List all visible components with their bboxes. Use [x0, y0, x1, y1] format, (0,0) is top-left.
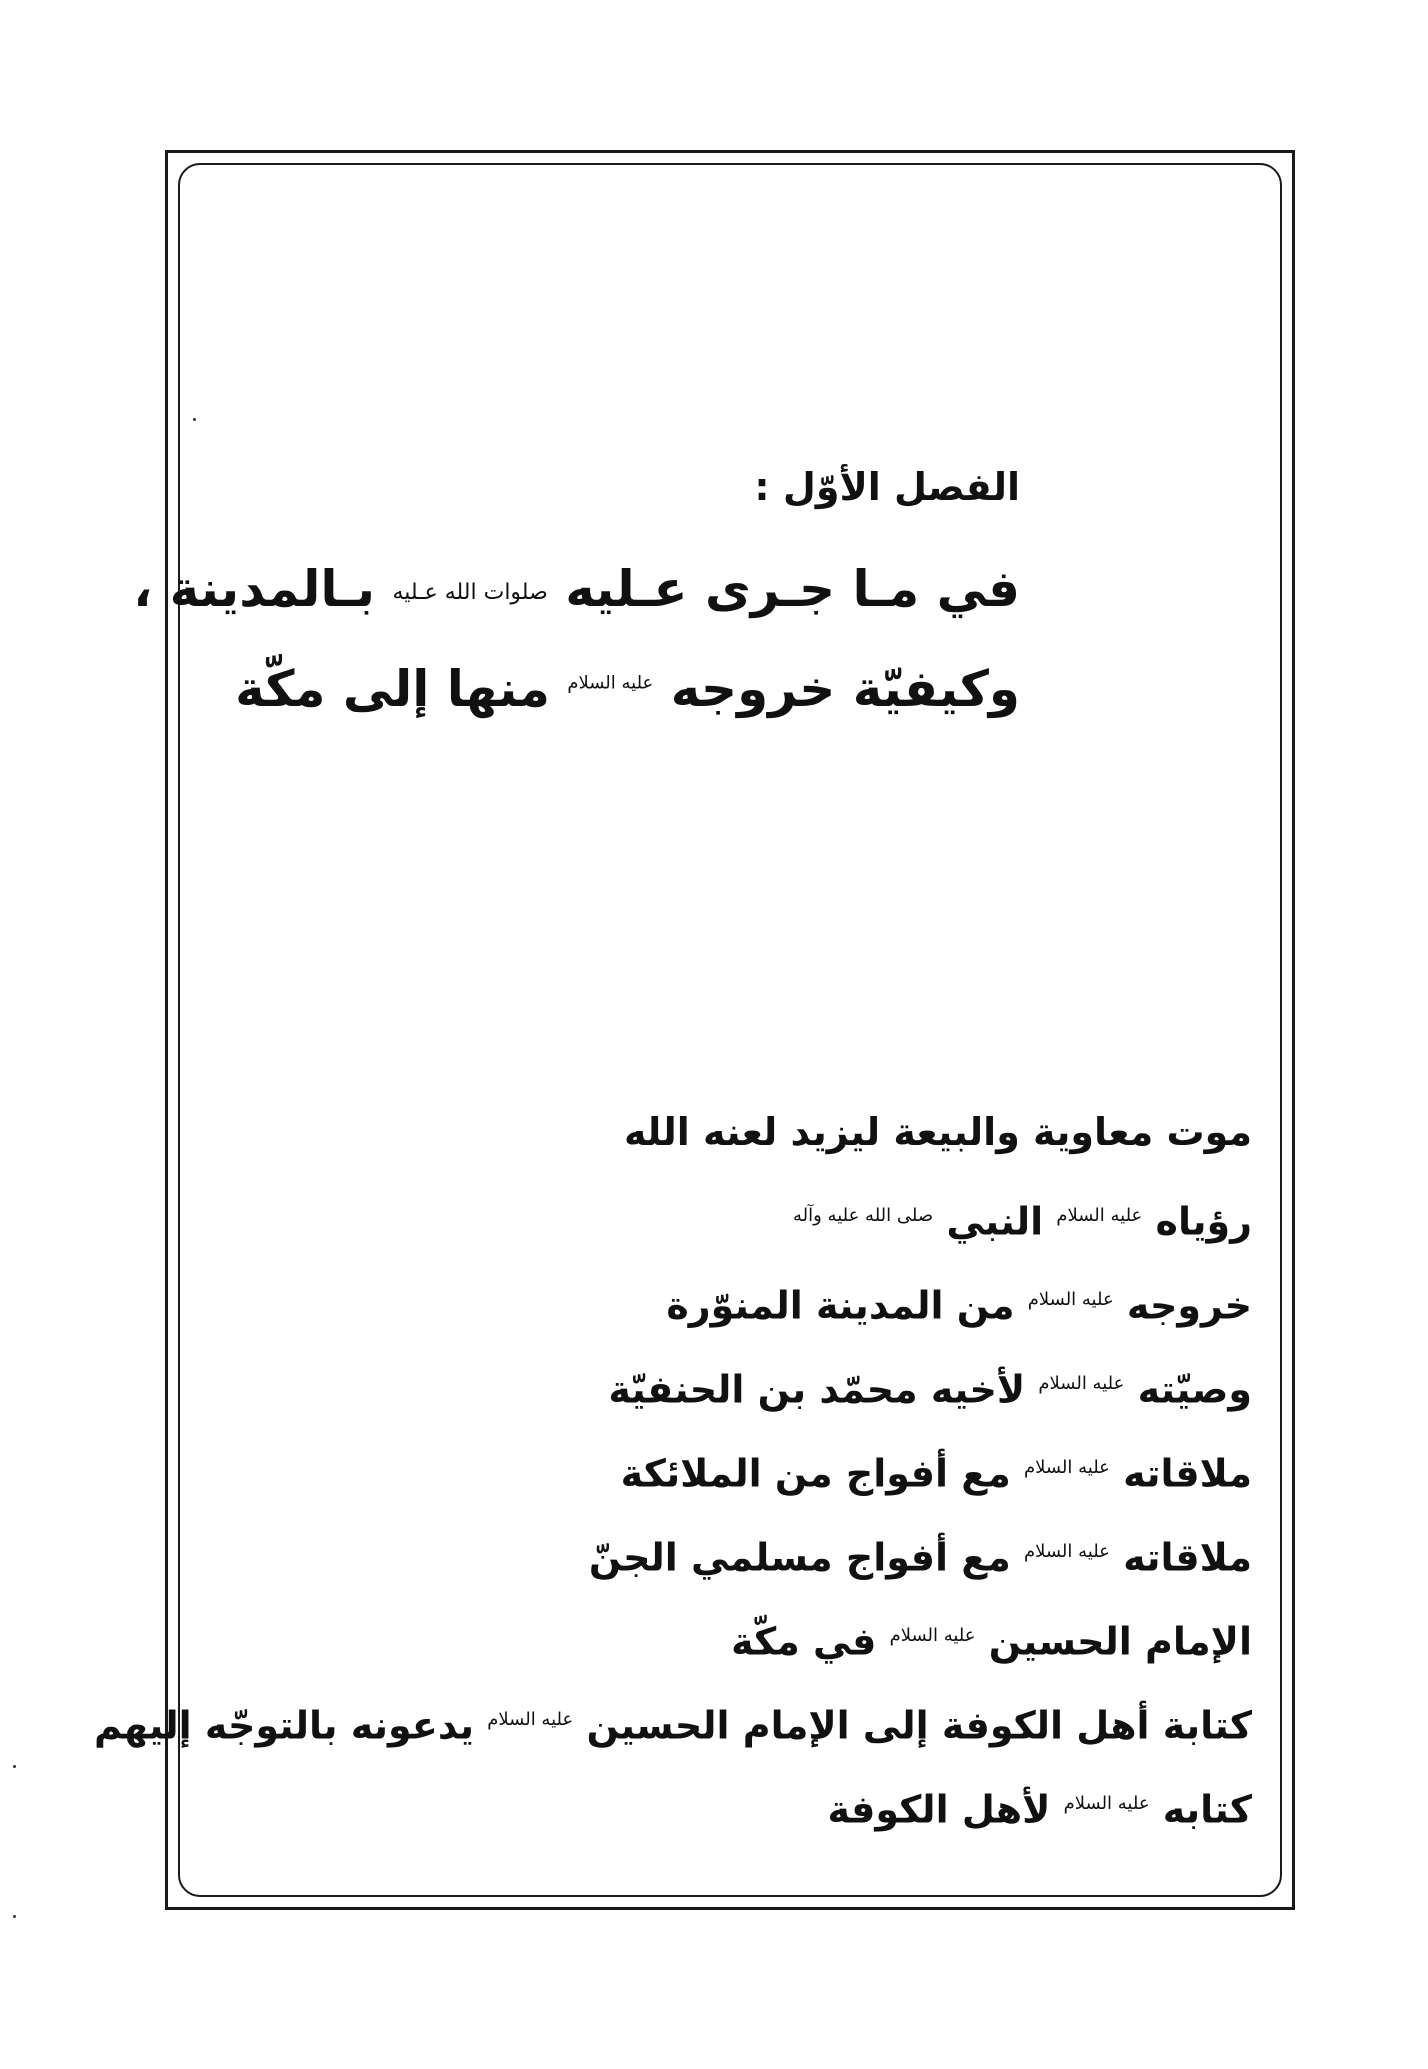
scan-speck [193, 418, 196, 421]
salutation-text: صلوات الله عـليه [392, 580, 548, 605]
title-part: وكيفيّة خروجه [670, 660, 1020, 718]
topic-item: رؤياه $^{عليه السلام}$ النبي $^{صلى الله عليه وآله}$ [793, 1199, 1252, 1244]
topic-item: ملاقاته $^{عليه السلام}$ مع أفواج من الملائكة [620, 1451, 1252, 1496]
chapter-label: الفصل الأوّل : [754, 465, 1020, 509]
topic-item: خروجه $^{عليه السلام}$ من المدينة المنوّرة [666, 1283, 1252, 1328]
honorific-glyph: عليه السلام [1023, 1457, 1110, 1478]
title-part: في مـا جـرى عـليه [565, 560, 1020, 618]
chapter-title-line-1 [133, 560, 1020, 618]
prophet-honorific-glyph: صلى الله عليه وآله [793, 1205, 934, 1226]
topic-item: كتابة أهل الكوفة إلى الإمام الحسين $^{عليه السلام}$ يدعونه بالتوجّه إليهم [94, 1703, 1252, 1748]
honorific-glyph: عليه السلام [1023, 1541, 1110, 1562]
topic-item: ملاقاته $^{عليه السلام}$ مع أفواج مسلمي الجنّ [588, 1535, 1252, 1580]
topic-item: الإمام الحسين $^{عليه السلام}$ في مكّة [731, 1619, 1252, 1664]
section-topic-list [94, 1090, 1252, 1846]
title-part: بـالمدينة ، [133, 560, 376, 618]
honorific-glyph: عليه السلام [1027, 1289, 1114, 1310]
title-part: منها إلى مكّة [235, 660, 550, 718]
chapter-title-line-2 [235, 660, 1020, 718]
honorific-glyph: عليه السلام [487, 1709, 574, 1730]
honorific-glyph: عليه السلام [1056, 1205, 1143, 1226]
honorific-glyph: عليه السلام [889, 1625, 976, 1646]
honorific-glyph: عليه السلام [567, 672, 654, 694]
scan-speck [13, 1765, 16, 1768]
scan-speck [13, 1915, 16, 1918]
topic-item: وصيّته $^{عليه السلام}$ لأخيه محمّد بن الحنفيّة [608, 1367, 1252, 1412]
topic-item: كتابه $^{عليه السلام}$ لأهل الكوفة [827, 1787, 1252, 1832]
topic-item: موت معاوية والبيعة ليزيد لعنه الله [623, 1110, 1252, 1154]
honorific-glyph: عليه السلام [1063, 1793, 1150, 1814]
honorific-glyph: عليه السلام [1038, 1373, 1125, 1394]
